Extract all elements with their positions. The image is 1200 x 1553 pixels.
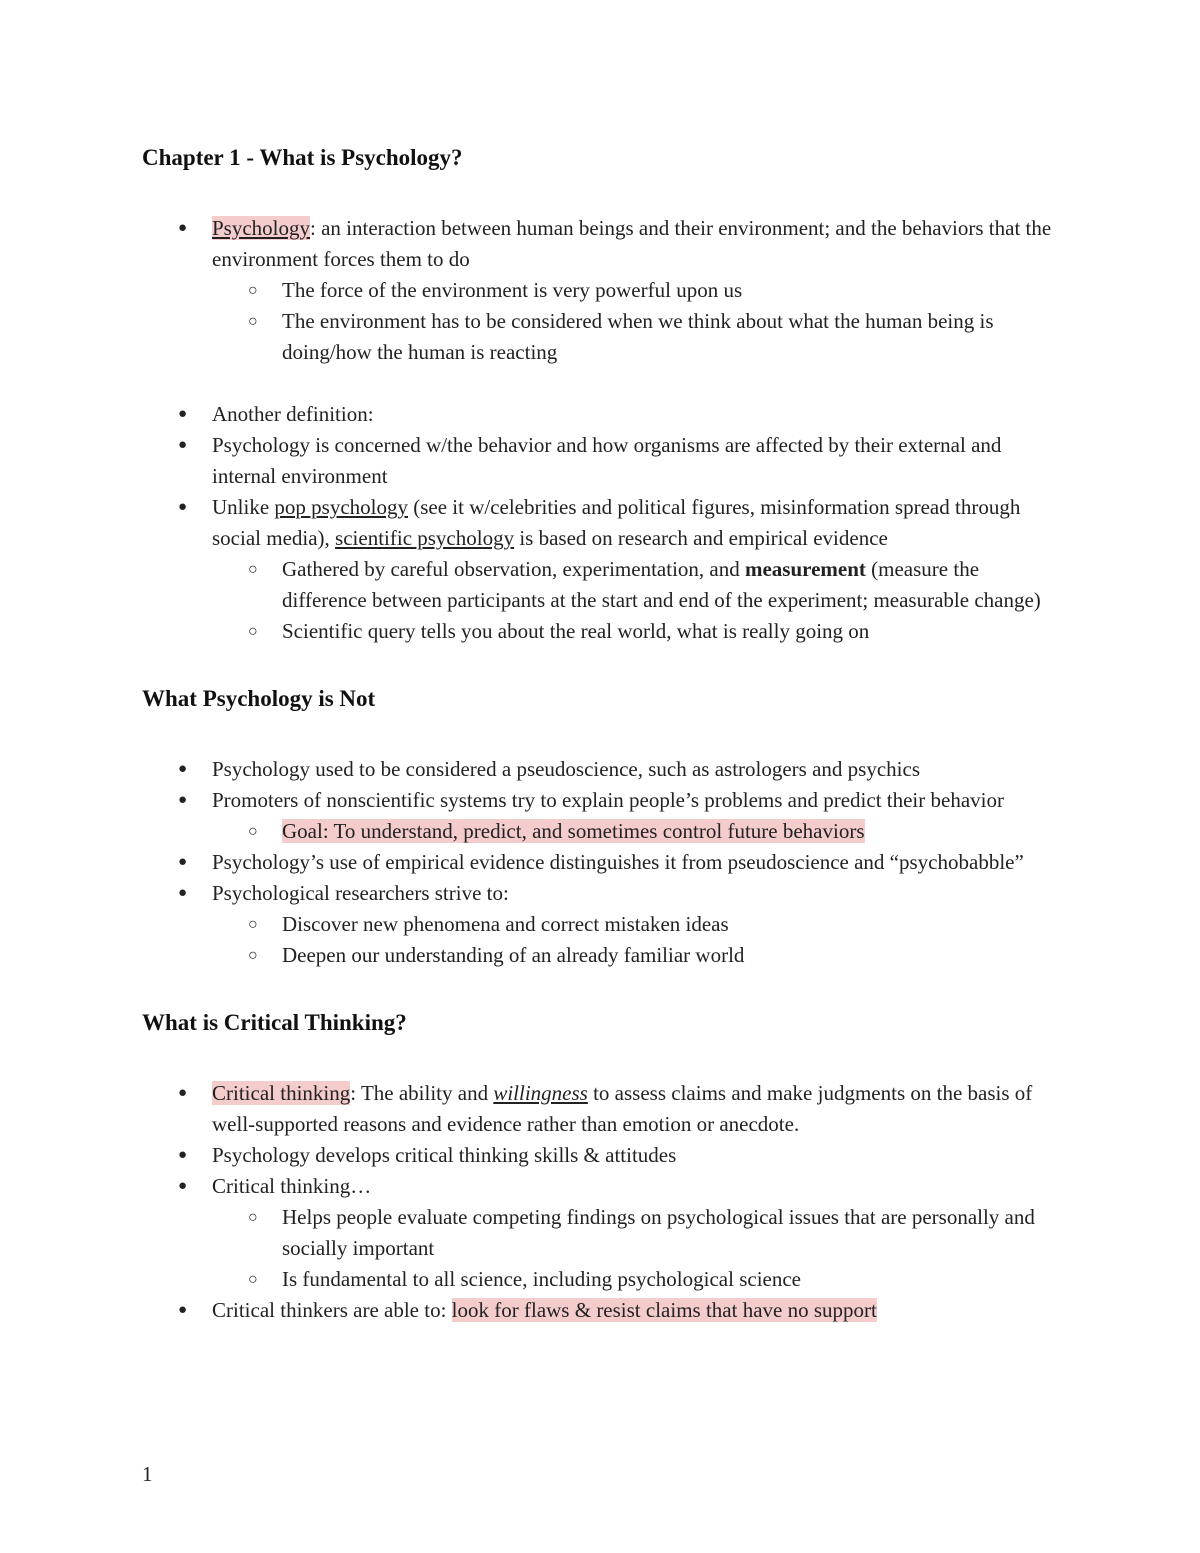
list-item: [142, 616, 1062, 647]
list-item: [142, 878, 1062, 909]
bullet-icon: ●: [178, 854, 188, 870]
list-item-text: Scientific query tells you about the real world, what is really going on: [282, 619, 870, 643]
text-run: (see it w/celebrities and political figures, misinformation spread through social media),: [212, 495, 1021, 550]
list-item-text: The force of the environment is very powerful upon us: [282, 278, 743, 302]
circle-bullet-icon: ○: [248, 282, 258, 299]
text-run: Critical thinkers are able to:: [212, 1298, 452, 1322]
highlighted-text: look for flaws & resist claims that have no support: [451, 1298, 877, 1322]
list-item-text: The environment has to be considered when we think about what the human being is doing/how the human is reacting: [282, 309, 994, 364]
underlined-term: scientific psychology: [335, 526, 515, 550]
list-item: [142, 399, 1062, 430]
list-item: [142, 909, 1062, 940]
list-item: [142, 1202, 1062, 1264]
list-item-text: Promoters of nonscientific systems try to explain people’s problems and predict their behavior: [212, 788, 1004, 812]
list-item-text: Deepen our understanding of an already familiar world: [282, 943, 745, 967]
bullet-list: [142, 1078, 1062, 1326]
list-item-text: Helps people evaluate competing findings on psychological issues that are personally and socially important: [282, 1205, 1035, 1260]
highlighted-term: Critical thinking: [212, 1081, 351, 1105]
bullet-icon: ●: [178, 1147, 188, 1163]
section-heading-what-psychology-is-not: What Psychology is Not: [142, 686, 376, 711]
list-item-text: Discover new phenomena and correct mistaken ideas: [282, 912, 729, 936]
circle-bullet-icon: ○: [248, 313, 258, 330]
bullet-list: [142, 754, 1062, 971]
bullet-icon: ●: [178, 437, 188, 453]
circle-bullet-icon: ○: [248, 561, 258, 578]
bullet-icon: ●: [178, 792, 188, 808]
list-item-text: Critical thinking…: [212, 1174, 372, 1198]
bullet-icon: ●: [178, 885, 188, 901]
list-item: [142, 430, 1062, 492]
circle-bullet-icon: ○: [248, 947, 258, 964]
highlighted-text: Goal: To understand, predict, and sometimes control future behaviors: [282, 819, 865, 843]
text-run: to assess claims and make judgments on the basis of well-supported reasons and evidence rather than emotion or anecdote.: [212, 1081, 1033, 1136]
list-item: [142, 306, 1062, 368]
text-run: : The ability and: [350, 1081, 494, 1105]
text-run: Gathered by careful observation, experimentation, and: [282, 557, 745, 581]
list-item: [142, 1140, 1062, 1171]
circle-bullet-icon: ○: [248, 1209, 258, 1226]
bold-term: measurement: [744, 557, 866, 581]
bullet-icon: ●: [178, 220, 188, 236]
text-run: (measure the difference between participants at the start and end of the experiment; measurable change): [282, 557, 1041, 612]
bullet-icon: ●: [178, 499, 188, 515]
list-item: [142, 492, 1062, 554]
bullet-icon: ●: [178, 1302, 188, 1318]
text-run: is based on research and empirical evidence: [514, 526, 888, 550]
text-run: Unlike: [212, 495, 275, 519]
circle-bullet-icon: ○: [248, 623, 258, 640]
section-heading-critical-thinking: What is Critical Thinking?: [142, 1010, 407, 1035]
bullet-icon: ●: [178, 406, 188, 422]
bullet-list: [142, 399, 1062, 647]
page-number: 1: [142, 1462, 153, 1486]
bullet-icon: ●: [178, 1085, 188, 1101]
bullet-icon: ●: [178, 761, 188, 777]
list-item: [142, 554, 1062, 616]
list-item: [142, 1078, 1062, 1140]
circle-bullet-icon: ○: [248, 916, 258, 933]
list-item-text: : an interaction between human beings and their environment; and the behaviors that the environment forces them to do: [212, 216, 1052, 271]
list-item: [142, 847, 1062, 878]
list-item-text: Psychological researchers strive to:: [212, 881, 509, 905]
section-heading-chapter-1: Chapter 1 - What is Psychology?: [142, 145, 463, 170]
list-item: [142, 1171, 1062, 1202]
list-item-text: Psychology develops critical thinking skills & attitudes: [212, 1143, 677, 1167]
list-item-text: Is fundamental to all science, including psychological science: [282, 1267, 801, 1291]
circle-bullet-icon: ○: [248, 823, 258, 840]
bullet-icon: ●: [178, 1178, 188, 1194]
list-item: [142, 816, 1062, 847]
list-item: [142, 1264, 1062, 1295]
list-item: [142, 785, 1062, 816]
list-item-text: Psychology is concerned w/the behavior and how organisms are affected by their external and internal environment: [212, 433, 1002, 488]
circle-bullet-icon: ○: [248, 1271, 258, 1288]
list-item: [142, 213, 1062, 275]
document-body: [142, 142, 1062, 1326]
highlighted-term: Psychology: [212, 216, 311, 240]
list-item-text: Psychology used to be considered a pseudoscience, such as astrologers and psychics: [212, 757, 920, 781]
underlined-term: pop psychology: [274, 495, 408, 519]
emphasized-term: willingness: [493, 1081, 588, 1105]
list-item: [142, 940, 1062, 971]
list-item: [142, 1295, 1062, 1326]
list-item-text: Another definition:: [212, 402, 374, 426]
list-item: [142, 275, 1062, 306]
list-item: [142, 754, 1062, 785]
list-item-text: Psychology’s use of empirical evidence distinguishes it from pseudoscience and “psychobabble”: [212, 850, 1024, 874]
bullet-list: [142, 213, 1062, 368]
